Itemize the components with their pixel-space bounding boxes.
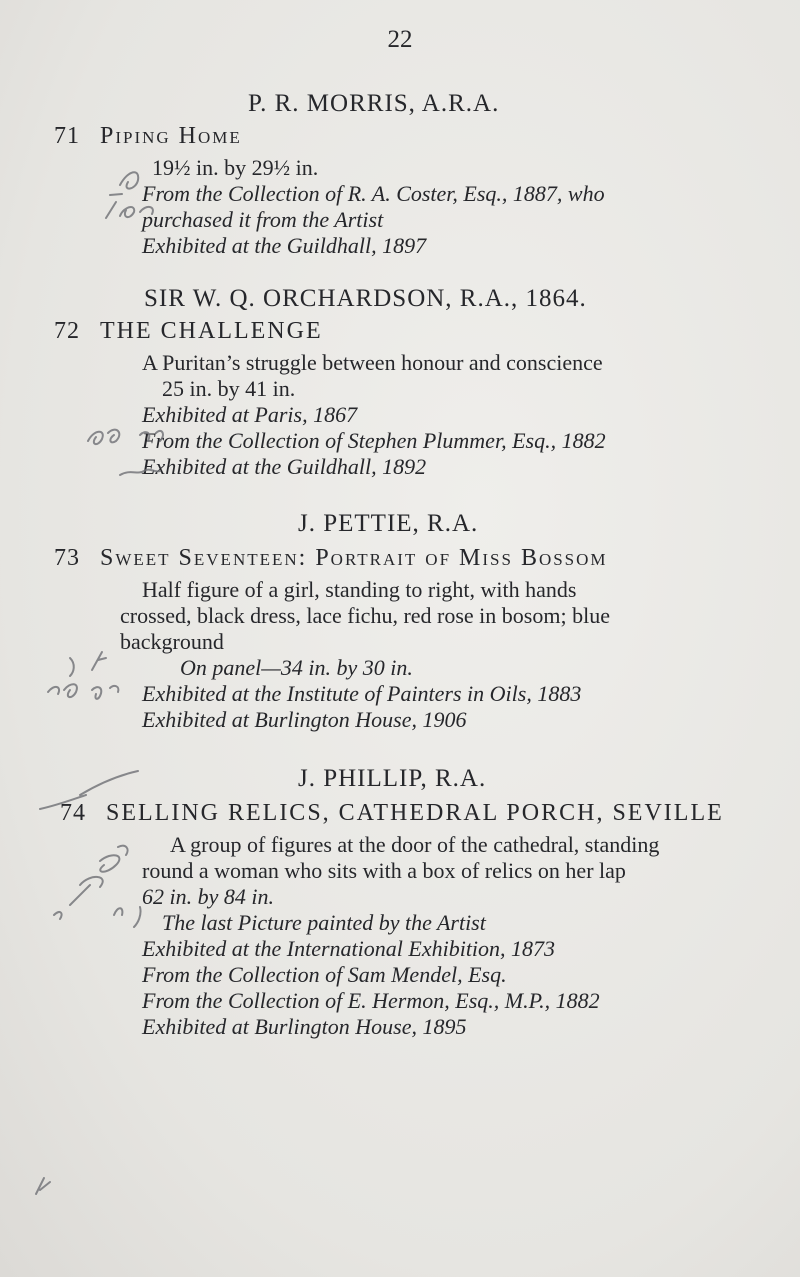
- page-number: 22: [387, 26, 413, 53]
- provenance-line: From the Collection of R. A. Coster, Esq., 1887, who: [142, 181, 605, 206]
- exhibition-line: Exhibited at Burlington House, 1906: [142, 707, 467, 732]
- dimensions: 19½ in. by 29½ in.: [152, 155, 319, 180]
- lot-number: 72: [54, 318, 80, 344]
- exhibition-line: Exhibited at Burlington House, 1895: [142, 1014, 467, 1039]
- description-line: Half figure of a girl, standing to right, with hands: [142, 577, 577, 602]
- pencil-annotation: [80, 405, 190, 490]
- description-line: crossed, black dress, lace fichu, red rose in bosom; blue: [120, 603, 610, 628]
- lot-title: Sweet Seventeen: Portrait of Miss Bossom: [100, 545, 608, 571]
- artist-name: SIR W. Q. ORCHARDSON, R.A., 1864.: [144, 285, 587, 312]
- exhibition-line: Exhibited at the Institute of Painters in Oils, 1883: [142, 681, 582, 706]
- provenance-line: From the Collection of E. Hermon, Esq., M.P., 1882: [142, 988, 600, 1013]
- dimensions: 62 in. by 84 in.: [142, 884, 274, 909]
- provenance-line: From the Collection of Stephen Plummer, Esq., 1882: [142, 428, 606, 453]
- description: A Puritan’s struggle between honour and conscience: [142, 350, 603, 375]
- artist-name: J. PETTIE, R.A.: [298, 510, 479, 537]
- note-line: The last Picture painted by the Artist: [162, 910, 486, 935]
- description-line: round a woman who sits with a box of relics on her lap: [142, 858, 626, 883]
- lot-heading: [54, 318, 323, 345]
- provenance-line: purchased it from the Artist: [142, 207, 384, 232]
- lot-heading: [60, 800, 724, 827]
- exhibition-line: Exhibited at Paris, 1867: [142, 402, 358, 427]
- pencil-annotation: [40, 650, 150, 725]
- exhibition-line: Exhibited at the International Exhibition, 1873: [142, 936, 556, 961]
- dimensions: 25 in. by 41 in.: [162, 376, 296, 401]
- artist-name: J. PHILLIP, R.A.: [298, 765, 487, 792]
- pencil-annotation: [100, 150, 170, 225]
- lot-heading: [54, 123, 242, 150]
- exhibition-line: Exhibited at the Guildhall, 1892: [142, 454, 427, 479]
- lot-number: 73: [54, 545, 80, 571]
- artist-name: P. R. MORRIS, A.R.A.: [248, 90, 500, 117]
- lot-heading: [54, 545, 608, 572]
- provenance-line: From the Collection of Sam Mendel, Esq.: [142, 962, 507, 987]
- description-line: A group of figures at the door of the cathedral, standing: [170, 832, 660, 857]
- lot-title: SELLING RELICS, CATHEDRAL PORCH, SEVILLE: [106, 800, 724, 826]
- lot-number: 74: [60, 800, 86, 826]
- dimensions: On panel—34 in. by 30 in.: [180, 655, 413, 680]
- exhibition-line: Exhibited at the Guildhall, 1897: [142, 233, 427, 258]
- lot-title: Piping Home: [100, 123, 242, 149]
- pencil-annotation: [30, 765, 150, 940]
- lot-title: THE CHALLENGE: [100, 318, 323, 344]
- lot-number: 71: [54, 123, 80, 149]
- description-line: background: [120, 629, 224, 654]
- pencil-mark: [30, 1170, 60, 1205]
